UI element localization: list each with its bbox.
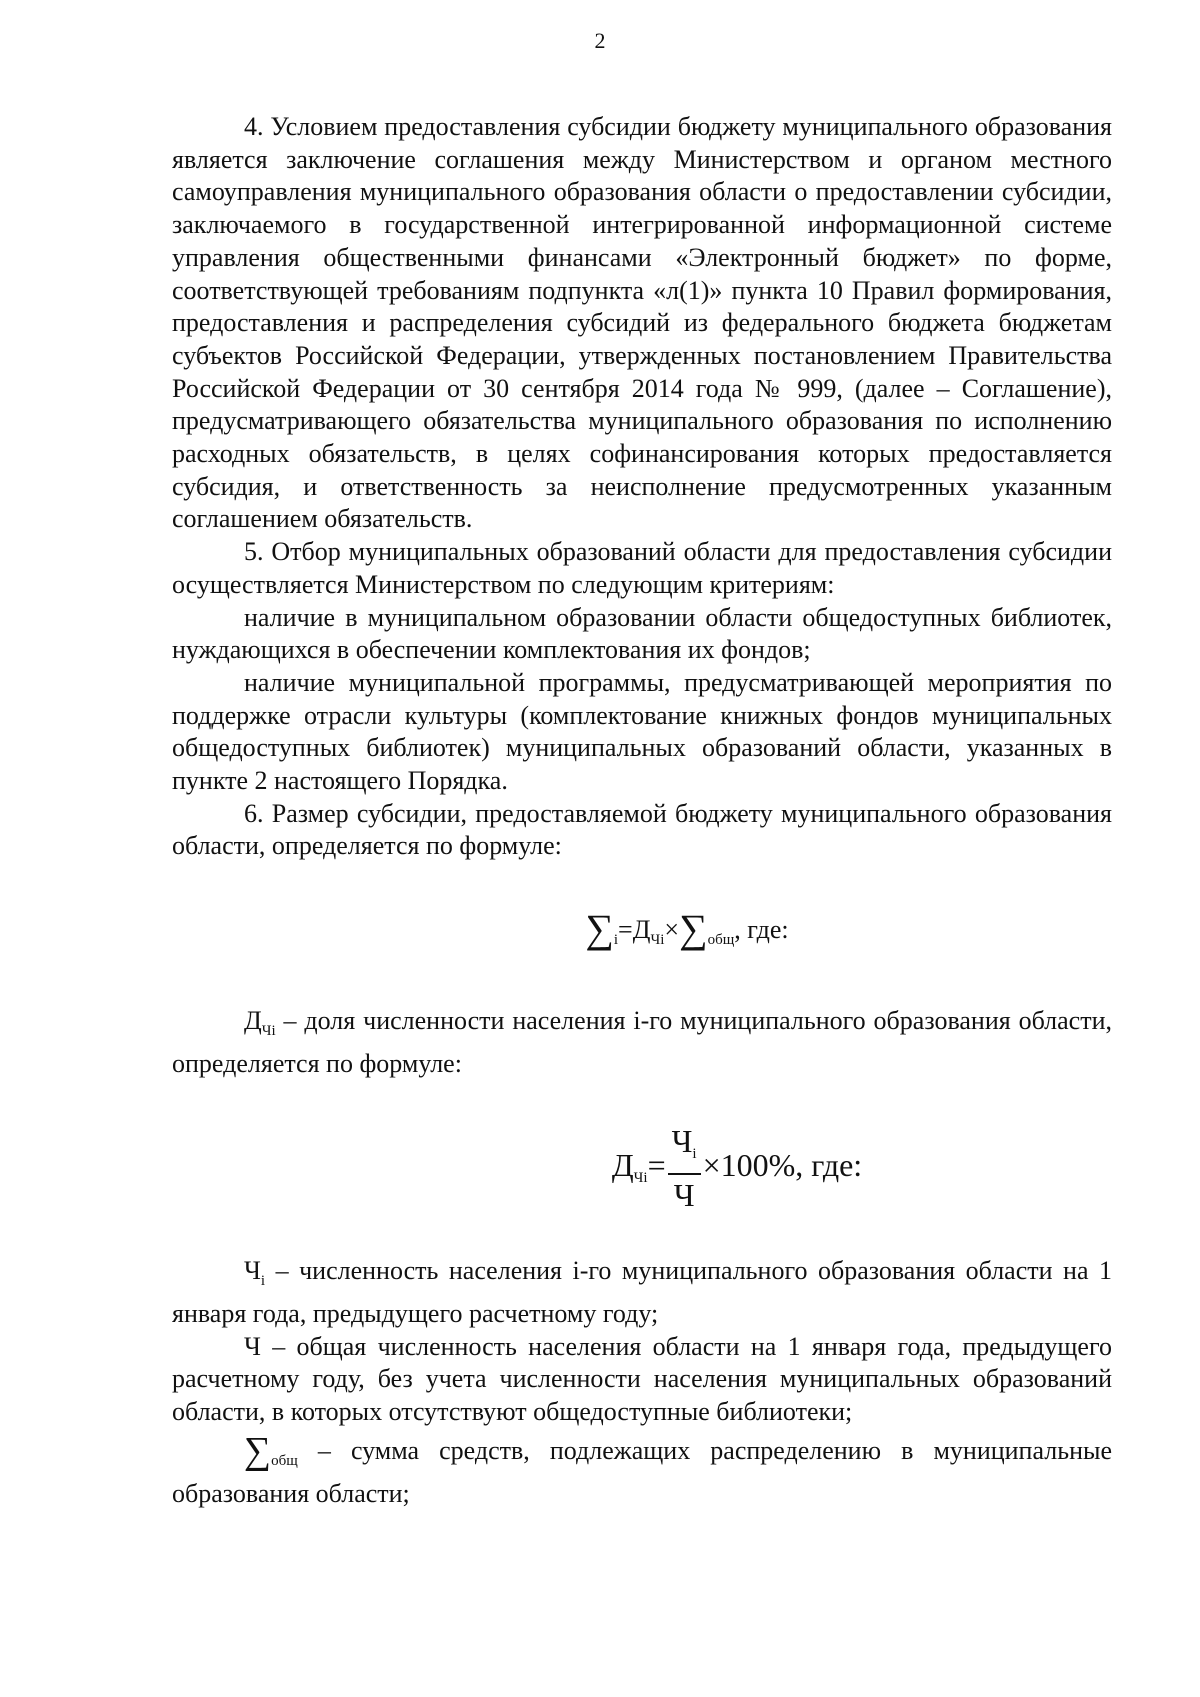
definition-text: – сумма средств, подлежащих распределению в муниципальные образования области;	[172, 1435, 1112, 1508]
formula-subsidy	[172, 906, 1112, 957]
paragraph-5-criterion-2: наличие муниципальной программы, предусматривающей мероприятия по поддержке отрасли культуры (комплектование книжных фондов муниципальных общедоступных библиотек) муниципальных образований области, указанных в пункте 2 настоящего Порядка.	[172, 667, 1112, 796]
page-number: 2	[594, 28, 606, 53]
subscript-total: общ	[707, 932, 735, 949]
fraction-numerator	[668, 1122, 701, 1175]
equals-sign: =	[647, 1147, 666, 1184]
hundred-percent: 100%	[720, 1147, 796, 1184]
subscript-i: i	[260, 1273, 266, 1290]
formula-gde: , где:	[795, 1147, 863, 1184]
sigma-symbol: ∑	[244, 1429, 272, 1472]
paragraph-5-criterion-1: наличие в муниципальном образовании области общедоступных библиотек, нуждающихся в обеспечении комплектования их фондов;	[172, 602, 1112, 665]
d-symbol: Д	[632, 915, 651, 945]
fraction	[668, 1122, 701, 1215]
subscript-total: общ	[271, 1452, 298, 1469]
times-sign: ×	[702, 1147, 721, 1184]
document-body	[172, 111, 1112, 1510]
d-symbol: Д	[611, 1147, 634, 1184]
definition-ch-i	[172, 1255, 1112, 1330]
fraction-denominator: Ч	[673, 1177, 695, 1214]
subscript-i: i	[613, 932, 619, 949]
ch-symbol: Ч	[671, 1123, 693, 1160]
subscript-chi: Чi	[633, 1170, 648, 1187]
ch-symbol: Ч	[244, 1331, 261, 1361]
d-symbol: Д	[244, 1005, 262, 1035]
ch-symbol: Ч	[244, 1256, 261, 1286]
definition-text: – доля численности населения i-го муниципального образования области, определяется по формуле:	[172, 1005, 1112, 1078]
paragraph-4: 4. Условием предоставления субсидии бюджету муниципального образования является заключение соглашения между Министерством и органом местного самоуправления муниципального образования области о предоставлении субсидии, заключаемого в государственной интегрированной информационной системе управления общественными финансами «Электронный бюджет» по форме, соответствующей требованиям подпункта «л(1)» пункта 10 Правил формирования, предоставления и распределения субсидий из федерального бюджета бюджетам субъектов Российской Федерации, утвержденных постановлением Правительства Российской Федерации от 30 сентября 2014 года № 999, (далее – Соглашение), предусматривающего обязательства муниципального образования по исполнению расходных обязательств, в целях софинансирования которых предоставляется субсидия, и ответственность за неисполнение предусмотренных указанным соглашением обязательств.	[172, 112, 1112, 534]
times-sign: ×	[664, 915, 680, 945]
formula-share	[172, 1122, 1112, 1215]
definition-text: – общая численность населения области на 1 января года, предыдущего расчетному году, без учета численности населения муниципальных образований области, в которых отсутствуют общедоступные библиотеки;	[172, 1331, 1112, 1427]
subscript-chi: Чi	[261, 1022, 276, 1039]
paragraph-5: 5. Отбор муниципальных образований области для предоставления субсидии осуществляется Министерством по следующим критериям:	[172, 537, 1112, 599]
paragraph-6: 6. Размер субсидии, предоставляемой бюджету муниципального образования области, определяется по формуле:	[172, 798, 1112, 861]
subscript-chi: Чi	[650, 932, 665, 949]
equals-sign: =	[618, 915, 633, 945]
definition-ch	[172, 1331, 1112, 1429]
formula-gde: , где:	[734, 915, 789, 945]
subscript-i: i	[692, 1146, 697, 1163]
sigma-symbol: ∑	[585, 906, 614, 952]
sigma-symbol: ∑	[679, 906, 708, 952]
definition-text: – численность населения i-го муниципального образования области на 1 января года, предыдущего расчетному году;	[172, 1256, 1112, 1328]
definition-d-share	[172, 1005, 1112, 1080]
definition-sum-total	[172, 1429, 1112, 1510]
